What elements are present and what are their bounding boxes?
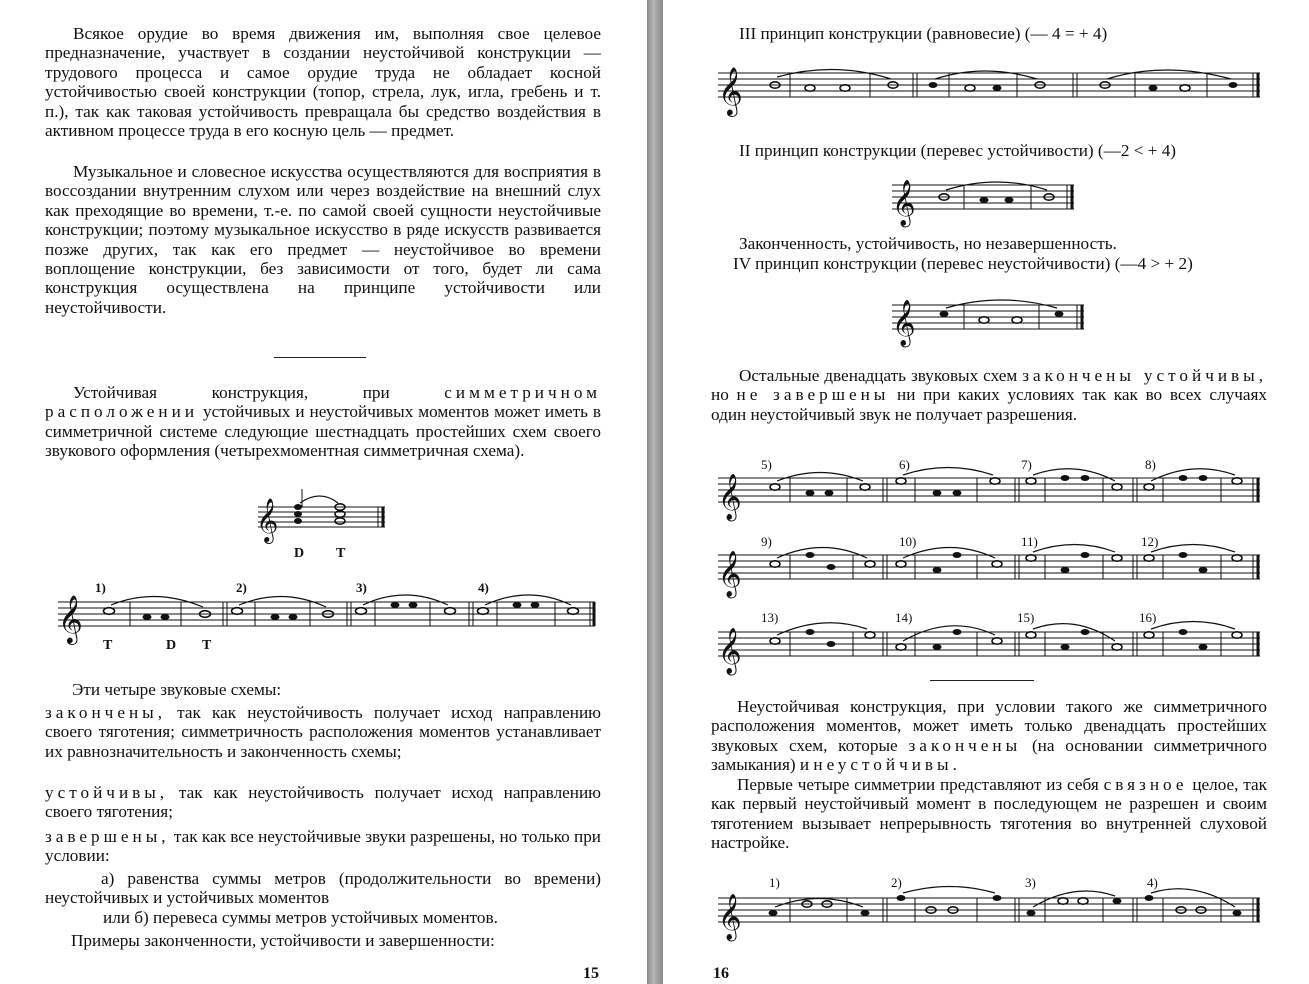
paragraph-unstable-construction: Неустойчивая конструкция, при условии такого же симметричного расположения моментов, может иметь только двенадцать простейших звуковых схем, которые закончены (на основании симметричного замыкания) и неустойчивы. (711, 697, 1267, 775)
label-d-1: D (166, 638, 177, 653)
page-number-left: 15 (583, 965, 599, 982)
example-number-2-unstable: 2) (891, 875, 902, 890)
example-number-1: 1) (95, 580, 106, 595)
staff-principle-3 (715, 55, 1265, 115)
page-number-right: 16 (713, 965, 729, 982)
treble-clef-icon: 𝄞 (718, 69, 743, 115)
paragraph-stable-construction: Устойчивая конструкция, при симметричном расположении устойчивых и неустойчивых моментов может иметь в симметричной системе следующие шестнадцать простейших схем своего звукового оформления (четырехмоментная симметричная схема). (45, 383, 602, 461)
treble-clef-icon: 𝄞 (256, 500, 279, 542)
example-number-2: 2) (236, 580, 247, 595)
section-divider (274, 357, 366, 358)
staff-examples-9-12 (715, 545, 1265, 600)
treble-clef-icon: 𝄞 (718, 628, 742, 673)
treble-clef-icon: 𝄞 (58, 597, 83, 643)
label-d: D (294, 546, 305, 561)
example-number-14: 14) (895, 610, 913, 625)
staff-examples-1-4 (55, 585, 600, 660)
heading-principle-2: II принцип конструкции (перевес устойчивости) (—2 < + 4) (739, 141, 1177, 160)
example-number-12: 12) (1141, 534, 1159, 549)
staff-principle-2 (889, 170, 1079, 225)
label-t-1: T (103, 638, 113, 653)
treble-clef-icon: 𝄞 (892, 300, 916, 345)
example-number-5: 5) (761, 457, 772, 472)
example-number-1-unstable: 1) (769, 875, 780, 890)
example-number-15: 15) (1017, 610, 1035, 625)
paragraph-tools: Всякое орудие во время движения им, выполняя свое целевое предназначение, участвует в создании неустойчивой конструкции — трудового процесса и самое орудие труда не обладает косной устойчивостью своей конструкции (топор, стрела, лук, игла, гребень и т. п.), так как таковая устойчивость превращала бы средство воздействия в активном процессе труда в его косную цель — предмет. (45, 24, 601, 141)
example-number-8: 8) (1145, 457, 1156, 472)
paragraph-first-four-symmetries: Первые четыре симметрии представляют из себя связное целое, так как первый неустойчивый момент в последующем не разрешен и своим тяготением вызывает непрерывность тяготения во внутренней слуховой настройке. (711, 775, 1267, 853)
example-number-11: 11) (1021, 534, 1038, 549)
heading-principle-3: III принцип конструкции (равновесие) (— 4 = + 4) (739, 24, 1108, 43)
example-number-4-unstable: 4) (1147, 875, 1158, 890)
staff-unstable-examples-1-4 (715, 888, 1265, 943)
heading-principle-4: IV принцип конструкции (перевес неустойчивости) (—4 > + 2) (733, 254, 1193, 273)
example-number-16: 16) (1139, 610, 1157, 625)
section-divider (930, 680, 1034, 681)
example-number-13: 13) (761, 610, 779, 625)
treble-clef-icon: 𝄞 (718, 894, 742, 939)
dt-chord-example (250, 495, 390, 565)
treble-clef-icon: 𝄞 (718, 551, 742, 596)
paragraph-art: Музыкальное и словесное искусства осуществляются для восприятия в воссоздании внутренним слухом или через воздействие на внешний слух как преходящие во времени, т.-е. по самой своей сущности неустойчивые конструкции; поэтому музыкальное искусство в ряде искусств развивается позже других, так как его предмет — неустойчивое во времени воплощение конструкции, без зависимости от того, будет ли сама конструкция осуществлена на принципе устойчивости или неустойчивости. (45, 162, 601, 317)
treble-clef-icon: 𝄞 (892, 180, 916, 225)
label-t: T (336, 546, 346, 561)
paragraph-examples-intro: Примеры законченности, устойчивости и завершенности: (71, 931, 495, 950)
left-page (0, 0, 647, 984)
paragraph-condition-b: или б) перевеса суммы метров устойчивых моментов. (103, 908, 498, 927)
staff-examples-13-16 (715, 622, 1265, 677)
example-number-3-unstable: 3) (1025, 875, 1036, 890)
paragraph-finished: закончены, так как неустойчивость получает исход направлению своего тяготения; симметричность расположения моментов устанавливает их равнозначительность и законченность схемы; (45, 703, 602, 761)
example-number-6: 6) (899, 457, 910, 472)
treble-clef-icon: 𝄞 (718, 474, 742, 519)
example-number-9: 9) (761, 534, 772, 549)
paragraph-stable: устойчивы, так как неустойчивость получает исход направлению своего тяготения; (45, 783, 602, 822)
book-gutter (647, 0, 663, 984)
paragraph-condition-a: а) равенства суммы метров (продолжительности во времени) неустойчивых и устойчивых моментов (45, 869, 601, 908)
staff-principle-4 (889, 290, 1089, 345)
right-page (663, 0, 1309, 984)
paragraph-four-schemes: Эти четыре звуковые схемы: (72, 680, 282, 699)
example-number-3: 3) (356, 580, 367, 595)
example-number-10: 10) (899, 534, 917, 549)
example-number-7: 7) (1021, 457, 1032, 472)
label-t-2: T (202, 638, 212, 653)
paragraph-completed: завершены, так как все неустойчивые звуки разрешены, но только при условии: (45, 827, 602, 866)
paragraph-remaining-twelve: Остальные двенадцать звуковых схем закончены устойчивы, но не завершены ни при каких условиях так как во всех случаях один неустойчивый звук не получает разрешения. (711, 366, 1268, 424)
paragraph-incomplete: Законченность, устойчивость, но незавершенность. (739, 234, 1117, 253)
staff-examples-5-8 (715, 468, 1265, 523)
example-number-4: 4) (478, 580, 489, 595)
